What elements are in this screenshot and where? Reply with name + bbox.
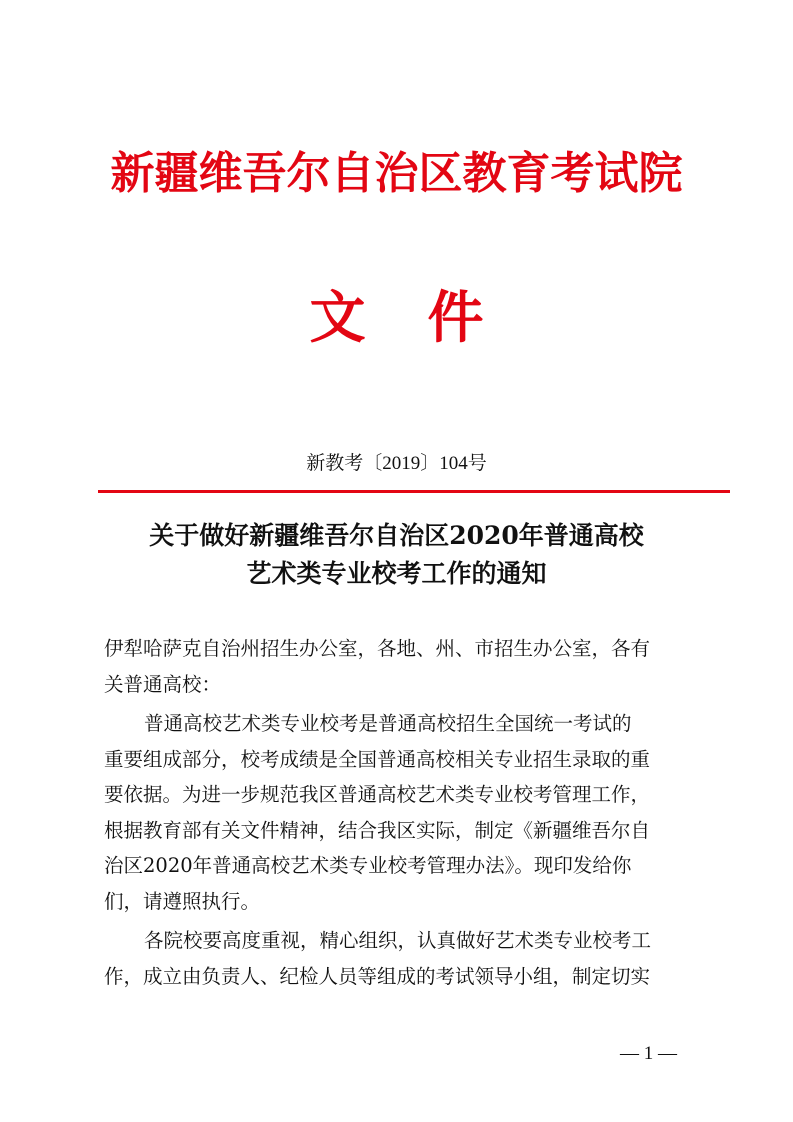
issuer-name: 新疆维吾尔自治区教育考试院	[110, 148, 683, 199]
red-divider-line	[98, 490, 730, 493]
body-line: 重要组成部分，校考成绩是全国普通高校相关专业招生录取的重	[104, 747, 651, 771]
body-line: 伊犁哈萨克自治州招生办公室，各地、州、市招生办公室，各有	[104, 637, 651, 660]
notice-title-line-1: 关于做好新疆维吾尔自治区2020年普通高校	[149, 521, 644, 550]
body-line: 作，成立由负责人、纪检人员等组成的考试领导小组，制定切实	[104, 964, 651, 988]
page-number: — 1 —	[620, 1043, 677, 1064]
body-line: 根据教育部有关文件精神，结合我区实际，制定《新疆维吾尔自	[104, 818, 651, 842]
document-number: 新教考〔2019〕104号	[306, 453, 487, 474]
body-line: 们，请遵照执行。	[104, 889, 261, 913]
body-line: 关普通高校：	[104, 672, 222, 696]
notice-title	[0, 517, 793, 593]
notice-body	[104, 631, 692, 994]
document-type-label: 文件	[309, 285, 546, 351]
body-line: 要依据。为进一步规范我区普通高校艺术类专业校考管理工作，	[104, 783, 651, 806]
body-line: 各院校要高度重视，精心组织，认真做好艺术类专业校考工	[144, 929, 652, 952]
notice-title-line-2: 艺术类专业校考工作的通知	[246, 559, 547, 588]
body-line: 治区2020年普通高校艺术类专业校考管理办法》。现印发给你	[104, 854, 632, 877]
body-line: 普通高校艺术类专业校考是普通高校招生全国统一考试的	[144, 712, 632, 735]
